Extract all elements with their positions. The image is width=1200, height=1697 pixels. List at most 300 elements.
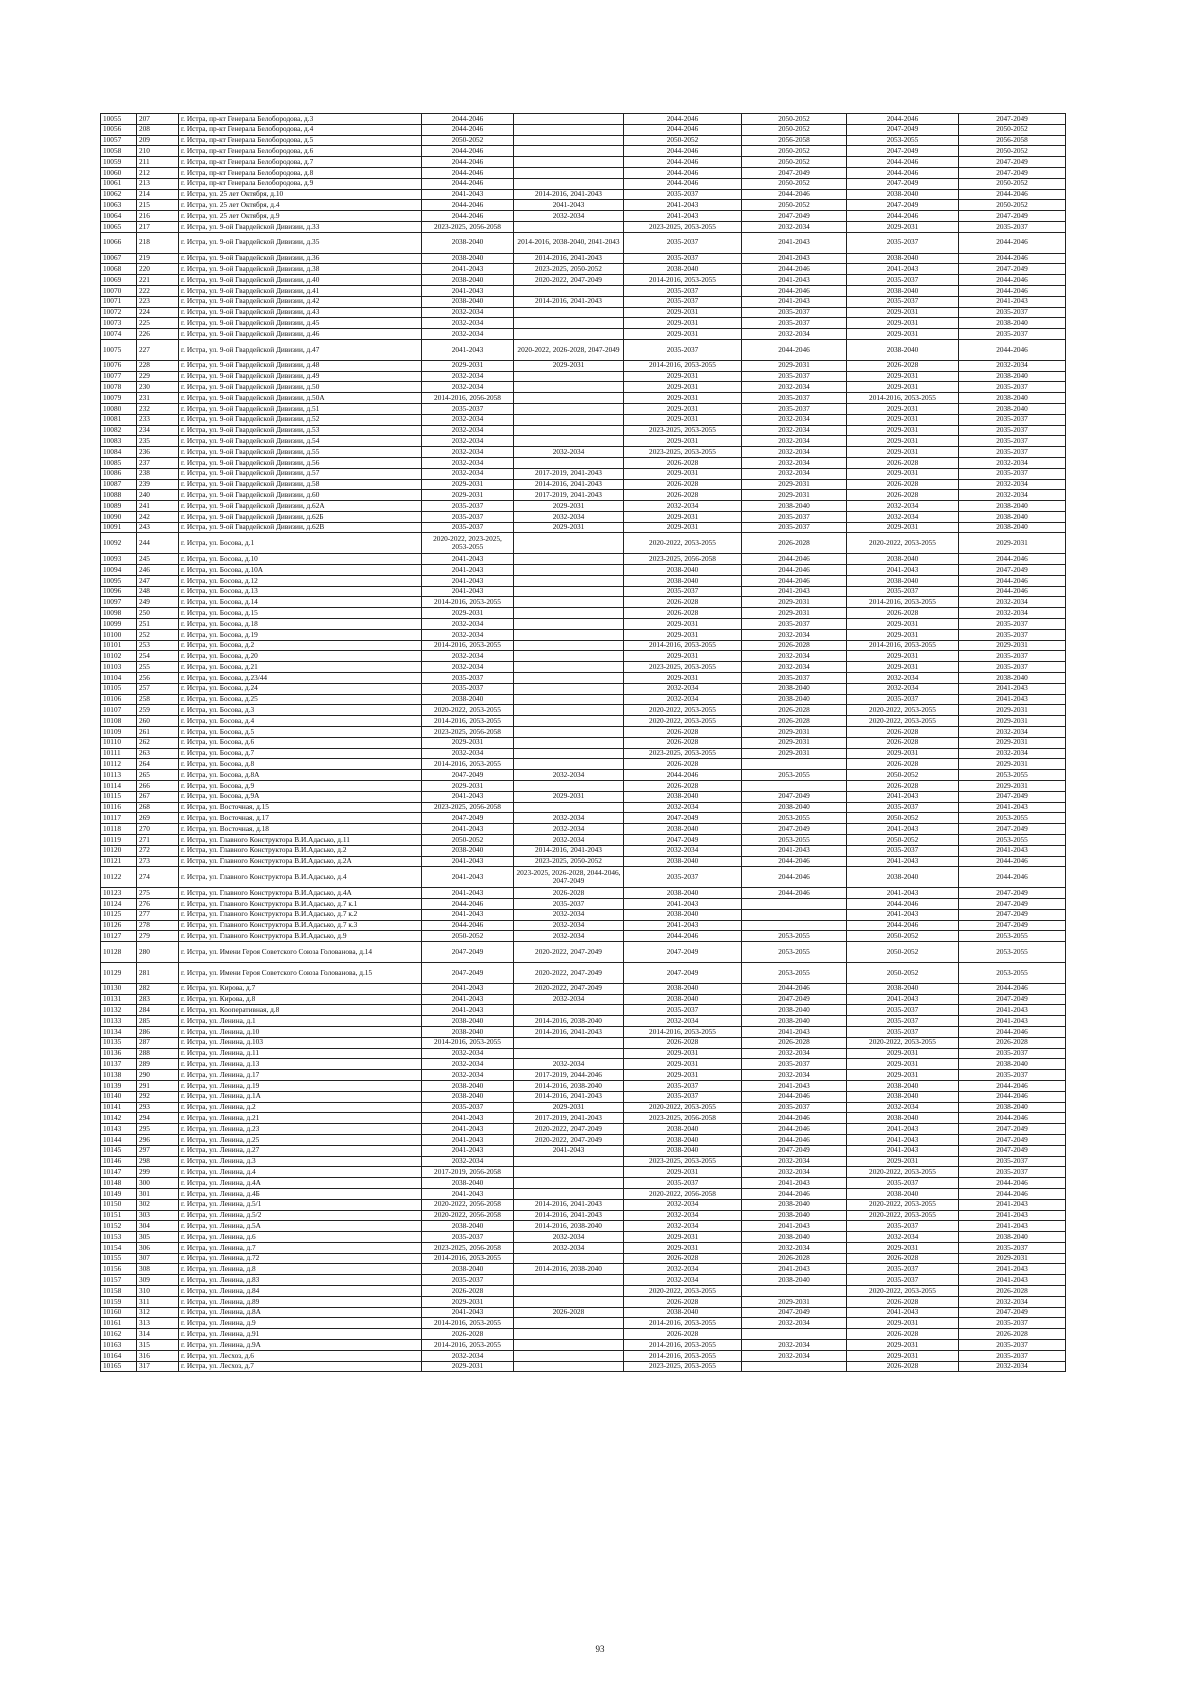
table-cell — [514, 748, 624, 759]
data-table — [100, 113, 1066, 1372]
table-cell: 2038-2040 — [847, 1113, 959, 1124]
table-cell: 2035-2037 — [959, 1318, 1066, 1329]
table-cell: 2053-2055 — [742, 835, 847, 846]
table-cell: 244 — [137, 533, 179, 554]
table-row — [101, 1156, 1066, 1167]
table-cell: 212 — [137, 167, 179, 178]
table-cell: г. Истра, ул. Босова, д.9А — [179, 791, 422, 802]
table-cell: 2029-2031 — [742, 727, 847, 738]
table-cell: 2035-2037 — [742, 673, 847, 684]
table-cell: 2038-2040 — [742, 1016, 847, 1027]
table-cell: г. Истра, ул. Ленина, д.8А — [179, 1307, 422, 1318]
table-cell: г. Истра, ул. Главного Конструктора В.И.Адасько, д.7 к.3 — [179, 920, 422, 931]
table-cell: 300 — [137, 1178, 179, 1189]
table-cell: 2044-2046 — [959, 1188, 1066, 1199]
table-cell: 10055 — [101, 114, 137, 125]
table-cell — [742, 781, 847, 792]
table-row — [101, 1221, 1066, 1232]
table-cell: 305 — [137, 1232, 179, 1243]
table-cell: г. Истра, ул. Босова, д.7 — [179, 748, 422, 759]
table-cell: г. Истра, ул. Ленина, д.1 — [179, 1016, 422, 1027]
table-cell: 2041-2043 — [422, 994, 514, 1005]
table-cell: 2029-2031 — [624, 393, 742, 404]
table-cell: 2035-2037 — [624, 1178, 742, 1189]
table-cell: 10152 — [101, 1221, 137, 1232]
table-cell: 2035-2037 — [422, 673, 514, 684]
table-cell: 10139 — [101, 1080, 137, 1091]
table-cell: г. Истра, ул. 9-ой Гвардейской Дивизии, д.62В — [179, 522, 422, 533]
table-row — [101, 694, 1066, 705]
table-row — [101, 856, 1066, 867]
table-cell: г. Истра, ул. Ленина, д.1А — [179, 1091, 422, 1102]
table-cell: 231 — [137, 393, 179, 404]
table-cell: 2014-2016, 2053-2055 — [422, 1318, 514, 1329]
table-cell: 2029-2031 — [624, 1232, 742, 1243]
table-cell: 2041-2043 — [624, 200, 742, 211]
table-cell: 2032-2034 — [422, 1048, 514, 1059]
table-cell: 2029-2031 — [422, 360, 514, 371]
table-cell: 2032-2034 — [422, 414, 514, 425]
table-cell: 2014-2016, 2038-2040 — [514, 1016, 624, 1027]
table-cell: 2038-2040 — [959, 501, 1066, 512]
table-cell: 2047-2049 — [742, 791, 847, 802]
table-cell: 10079 — [101, 393, 137, 404]
table-cell: 2038-2040 — [422, 694, 514, 705]
table-cell: 2029-2031 — [624, 414, 742, 425]
table-cell: 10149 — [101, 1188, 137, 1199]
table-cell — [514, 393, 624, 404]
table-cell — [514, 1048, 624, 1059]
table-row — [101, 414, 1066, 425]
table-cell: 2029-2031 — [847, 468, 959, 479]
table-cell: 2032-2034 — [847, 673, 959, 684]
table-cell: 2038-2040 — [847, 1188, 959, 1199]
table-cell: 315 — [137, 1340, 179, 1351]
table-cell: 10065 — [101, 221, 137, 232]
table-cell: 2038-2040 — [742, 1210, 847, 1221]
table-cell: г. Истра, ул. Имени Героя Советского Союза Голованова, д.15 — [179, 962, 422, 983]
table-cell: 242 — [137, 511, 179, 522]
table-cell: 2032-2034 — [422, 457, 514, 468]
table-cell — [514, 640, 624, 651]
table-cell: 2014-2016, 2053-2055 — [624, 640, 742, 651]
table-cell: 2029-2031 — [847, 748, 959, 759]
table-cell: 2032-2034 — [624, 501, 742, 512]
table-cell: 2041-2043 — [847, 1134, 959, 1145]
table-cell: 2032-2034 — [514, 211, 624, 222]
table-cell: 2041-2043 — [742, 1264, 847, 1275]
table-cell: 2050-2052 — [422, 835, 514, 846]
table-cell: 2035-2037 — [959, 1167, 1066, 1178]
table-cell: 2017-2019, 2056-2058 — [422, 1167, 514, 1178]
table-row — [101, 608, 1066, 619]
table-row — [101, 490, 1066, 501]
table-cell: 2026-2028 — [514, 888, 624, 899]
table-cell: 2044-2046 — [847, 920, 959, 931]
table-cell: 10090 — [101, 511, 137, 522]
table-cell — [514, 436, 624, 447]
table-cell — [514, 1005, 624, 1016]
table-cell: 2029-2031 — [959, 737, 1066, 748]
table-row — [101, 1264, 1066, 1275]
table-cell: г. Истра, ул. Босова, д.21 — [179, 662, 422, 673]
table-cell: 2044-2046 — [742, 1124, 847, 1135]
table-cell: 2044-2046 — [847, 167, 959, 178]
table-row — [101, 1124, 1066, 1135]
table-cell: 10057 — [101, 135, 137, 146]
table-cell: 2014-2016, 2038-2040, 2041-2043 — [514, 232, 624, 253]
table-cell: г. Истра, ул. Ленина, д.8 — [179, 1264, 422, 1275]
table-cell: 2026-2028 — [742, 1037, 847, 1048]
table-cell: 2041-2043 — [742, 1221, 847, 1232]
table-cell: 2032-2034 — [422, 629, 514, 640]
table-cell: 2041-2043 — [514, 200, 624, 211]
table-cell: 2044-2046 — [742, 983, 847, 994]
table-cell: 243 — [137, 522, 179, 533]
table-cell — [514, 221, 624, 232]
table-cell: 209 — [137, 135, 179, 146]
table-cell: 2020-2022, 2047-2049 — [514, 983, 624, 994]
table-cell: 2017-2019, 2044-2046 — [514, 1070, 624, 1081]
table-cell: 303 — [137, 1210, 179, 1221]
table-cell: 2035-2037 — [624, 253, 742, 264]
table-cell: 2035-2037 — [422, 1232, 514, 1243]
table-cell — [514, 414, 624, 425]
table-cell: 2041-2043 — [959, 1016, 1066, 1027]
table-row — [101, 1318, 1066, 1329]
table-cell: 2032-2034 — [514, 994, 624, 1005]
table-cell: г. Истра, ул. Ленина, д.25 — [179, 1134, 422, 1145]
table-cell: 233 — [137, 414, 179, 425]
table-cell: 2050-2052 — [742, 124, 847, 135]
table-cell: 252 — [137, 629, 179, 640]
table-cell: 2044-2046 — [624, 146, 742, 157]
table-cell: г. Истра, ул. Ленина, д.2 — [179, 1102, 422, 1113]
table-cell: 2041-2043 — [959, 1221, 1066, 1232]
table-cell: 2050-2052 — [847, 962, 959, 983]
table-cell: 2032-2034 — [742, 629, 847, 640]
table-cell: 10105 — [101, 683, 137, 694]
table-cell: 223 — [137, 296, 179, 307]
table-cell: 2041-2043 — [422, 264, 514, 275]
table-cell: 2044-2046 — [742, 554, 847, 565]
table-cell: 2047-2049 — [624, 942, 742, 963]
table-cell: г. Истра, ул. 9-ой Гвардейской Дивизии, д.46 — [179, 329, 422, 340]
table-cell: 2029-2031 — [847, 1350, 959, 1361]
table-cell: 2026-2028 — [742, 640, 847, 651]
table-cell: 2032-2034 — [959, 727, 1066, 738]
table-cell: 2035-2037 — [624, 285, 742, 296]
table-cell: 2047-2049 — [422, 942, 514, 963]
table-cell: 289 — [137, 1059, 179, 1070]
table-cell: 291 — [137, 1080, 179, 1091]
table-cell: 10106 — [101, 694, 137, 705]
table-cell: 2044-2046 — [959, 1080, 1066, 1091]
table-cell: 262 — [137, 737, 179, 748]
table-cell: 2029-2031 — [847, 619, 959, 630]
table-cell: 2032-2034 — [959, 1361, 1066, 1372]
table-cell: 2041-2043 — [742, 1080, 847, 1091]
table-cell — [514, 285, 624, 296]
table-cell: 2035-2037 — [847, 296, 959, 307]
table-cell: 2023-2025, 2053-2055 — [624, 1156, 742, 1167]
table-cell: г. Истра, пр-кт Генерала Белобородова, д.9 — [179, 178, 422, 189]
table-cell — [514, 586, 624, 597]
table-row — [101, 371, 1066, 382]
table-cell: 2038-2040 — [422, 1178, 514, 1189]
table-cell: 10104 — [101, 673, 137, 684]
table-cell: 2041-2043 — [742, 1178, 847, 1189]
table-cell: 2029-2031 — [959, 705, 1066, 716]
table-cell: 2038-2040 — [959, 1102, 1066, 1113]
table-cell: 238 — [137, 468, 179, 479]
table-cell: г. Истра, ул. Босова, д.8 — [179, 759, 422, 770]
table-cell — [514, 425, 624, 436]
table-cell: 2023-2025, 2056-2058 — [422, 221, 514, 232]
table-cell: 10150 — [101, 1199, 137, 1210]
table-cell — [514, 371, 624, 382]
table-cell: 10161 — [101, 1318, 137, 1329]
table-cell: 236 — [137, 447, 179, 458]
table-cell: 2020-2022, 2053-2055 — [624, 1102, 742, 1113]
table-cell: 2029-2031 — [624, 329, 742, 340]
table-cell: 2029-2031 — [624, 1242, 742, 1253]
table-cell — [514, 114, 624, 125]
table-cell: 2047-2049 — [624, 835, 742, 846]
table-row — [101, 962, 1066, 983]
table-cell: 2014-2016, 2041-2043 — [514, 845, 624, 856]
table-cell: 2038-2040 — [624, 888, 742, 899]
table-cell: 2026-2028 — [959, 1329, 1066, 1340]
table-cell: 2026-2028 — [624, 608, 742, 619]
table-cell — [514, 1329, 624, 1340]
table-cell: 10112 — [101, 759, 137, 770]
table-cell: 10123 — [101, 888, 137, 899]
table-cell: 216 — [137, 211, 179, 222]
table-cell: 2032-2034 — [742, 447, 847, 458]
table-row — [101, 522, 1066, 533]
table-row — [101, 1199, 1066, 1210]
table-cell: 2029-2031 — [847, 1156, 959, 1167]
table-cell: г. Истра, ул. Босова, д.10А — [179, 565, 422, 576]
table-cell: г. Истра, ул. Ленина, д.7 — [179, 1242, 422, 1253]
table-cell: 2038-2040 — [959, 403, 1066, 414]
table-cell: 2047-2049 — [847, 146, 959, 157]
table-row — [101, 554, 1066, 565]
table-cell: 2029-2031 — [624, 307, 742, 318]
table-cell: 2014-2016, 2041-2043 — [514, 253, 624, 264]
table-cell — [514, 737, 624, 748]
table-cell: 2041-2043 — [742, 296, 847, 307]
table-cell: 2047-2049 — [847, 200, 959, 211]
table-cell: г. Истра, ул. Босова, д.1 — [179, 533, 422, 554]
table-cell: 2032-2034 — [422, 382, 514, 393]
table-cell: 2041-2043 — [847, 565, 959, 576]
table-cell: 2056-2058 — [742, 135, 847, 146]
table-cell: 10098 — [101, 608, 137, 619]
table-cell: 2044-2046 — [742, 264, 847, 275]
table-row — [101, 586, 1066, 597]
table-cell: 10093 — [101, 554, 137, 565]
table-cell: 2041-2043 — [847, 824, 959, 835]
table-row — [101, 360, 1066, 371]
table-cell: г. Истра, ул. Ленина, д.10 — [179, 1026, 422, 1037]
table-cell: 10085 — [101, 457, 137, 468]
table-cell: 10088 — [101, 490, 137, 501]
table-cell: 2032-2034 — [624, 1016, 742, 1027]
table-cell: 2017-2019, 2041-2043 — [514, 490, 624, 501]
table-cell: 2032-2034 — [514, 1242, 624, 1253]
table-cell: 2035-2037 — [959, 1156, 1066, 1167]
table-cell: 2026-2028 — [959, 1037, 1066, 1048]
table-cell: 2038-2040 — [847, 189, 959, 200]
table-row — [101, 1037, 1066, 1048]
table-cell: 2023-2025, 2053-2055 — [624, 662, 742, 673]
table-cell: 2014-2016, 2041-2043 — [514, 1210, 624, 1221]
table-cell: 2038-2040 — [624, 994, 742, 1005]
table-cell: 10142 — [101, 1113, 137, 1124]
table-cell: 2029-2031 — [624, 651, 742, 662]
table-cell: 2020-2022, 2053-2055 — [624, 533, 742, 554]
table-cell: г. Истра, ул. Ленина, д.23 — [179, 1124, 422, 1135]
table-cell: 10158 — [101, 1286, 137, 1297]
table-cell: 2032-2034 — [847, 1102, 959, 1113]
table-cell: 207 — [137, 114, 179, 125]
table-cell: 2050-2052 — [847, 770, 959, 781]
table-cell: 2047-2049 — [847, 124, 959, 135]
table-cell: 310 — [137, 1286, 179, 1297]
table-row — [101, 1005, 1066, 1016]
table-row — [101, 1188, 1066, 1199]
table-cell: 2041-2043 — [624, 898, 742, 909]
table-cell: 267 — [137, 791, 179, 802]
table-cell: г. Истра, ул. 9-ой Гвардейской Дивизии, д.52 — [179, 414, 422, 425]
table-cell: 2032-2034 — [624, 1221, 742, 1232]
table-cell: 10089 — [101, 501, 137, 512]
table-cell: 2032-2034 — [742, 1156, 847, 1167]
table-cell: 2035-2037 — [847, 1275, 959, 1286]
table-cell: 2014-2016, 2053-2055 — [624, 1026, 742, 1037]
table-cell: 10060 — [101, 167, 137, 178]
table-cell: г. Истра, ул. Ленина, д.103 — [179, 1037, 422, 1048]
table-cell: 2035-2037 — [624, 1091, 742, 1102]
table-cell: 308 — [137, 1264, 179, 1275]
table-cell: 2023-2025, 2050-2052 — [514, 264, 624, 275]
table-cell — [514, 457, 624, 468]
table-cell: г. Истра, ул. 9-ой Гвардейской Дивизии, д.55 — [179, 447, 422, 458]
table-row — [101, 931, 1066, 942]
table-cell: 2041-2043 — [422, 888, 514, 899]
table-cell: 2020-2022, 2023-2025, 2053-2055 — [422, 533, 514, 554]
table-cell: 2038-2040 — [624, 983, 742, 994]
table-cell: 2047-2049 — [959, 824, 1066, 835]
table-cell: 10116 — [101, 802, 137, 813]
table-cell: 2044-2046 — [624, 178, 742, 189]
table-cell: 2038-2040 — [422, 1221, 514, 1232]
table-cell: 10059 — [101, 157, 137, 168]
table-cell: 2044-2046 — [959, 983, 1066, 994]
table-cell: г. Истра, ул. Босова, д.13 — [179, 586, 422, 597]
table-cell: 10084 — [101, 447, 137, 458]
table-cell: 2029-2031 — [624, 629, 742, 640]
table-cell: 10164 — [101, 1350, 137, 1361]
table-cell: г. Истра, ул. Босова, д.15 — [179, 608, 422, 619]
table-cell: 211 — [137, 157, 179, 168]
table-cell: 2029-2031 — [422, 1361, 514, 1372]
document-sheet — [100, 113, 1065, 1372]
table-cell: 2044-2046 — [847, 157, 959, 168]
table-row — [101, 211, 1066, 222]
table-cell: 2026-2028 — [624, 597, 742, 608]
table-cell: 2020-2022, 2053-2055 — [847, 716, 959, 727]
table-cell: 213 — [137, 178, 179, 189]
table-cell: 2044-2046 — [959, 1091, 1066, 1102]
table-row — [101, 1091, 1066, 1102]
table-cell: 2032-2034 — [422, 619, 514, 630]
table-cell: 2032-2034 — [959, 1296, 1066, 1307]
table-cell: 227 — [137, 339, 179, 360]
table-cell: 2038-2040 — [624, 909, 742, 920]
table-cell: 2038-2040 — [624, 1145, 742, 1156]
table-cell: 2038-2040 — [624, 856, 742, 867]
table-cell: 2050-2052 — [959, 124, 1066, 135]
table-cell: 2026-2028 — [422, 1286, 514, 1297]
table-cell: 2056-2058 — [959, 135, 1066, 146]
table-cell: 2026-2028 — [624, 1296, 742, 1307]
table-cell: 10137 — [101, 1059, 137, 1070]
table-row — [101, 501, 1066, 512]
table-cell: 2032-2034 — [624, 802, 742, 813]
table-cell: г. Истра, ул. 25 лет Октября, д.4 — [179, 200, 422, 211]
table-cell: 297 — [137, 1145, 179, 1156]
table-row — [101, 1286, 1066, 1297]
table-cell: г. Истра, ул. Ленина, д.17 — [179, 1070, 422, 1081]
table-cell: 2029-2031 — [742, 597, 847, 608]
table-cell: 2032-2034 — [422, 1059, 514, 1070]
table-row — [101, 124, 1066, 135]
table-cell: 2038-2040 — [847, 554, 959, 565]
table-cell: г. Истра, ул. Ленина, д.9 — [179, 1318, 422, 1329]
table-cell: 10144 — [101, 1134, 137, 1145]
table-cell: 292 — [137, 1091, 179, 1102]
table-cell: 2032-2034 — [422, 425, 514, 436]
table-cell: г. Истра, пр-кт Генерала Белобородова, д.3 — [179, 114, 422, 125]
table-cell: 2029-2031 — [847, 221, 959, 232]
table-cell: 2026-2028 — [847, 759, 959, 770]
table-cell: 2041-2043 — [847, 1307, 959, 1318]
table-cell: 2041-2043 — [422, 1134, 514, 1145]
table-cell: 2053-2055 — [959, 835, 1066, 846]
table-cell: 2029-2031 — [847, 522, 959, 533]
table-cell: 220 — [137, 264, 179, 275]
table-cell: 2032-2034 — [422, 307, 514, 318]
table-cell: 2014-2016, 2041-2043 — [514, 189, 624, 200]
table-cell: 2029-2031 — [514, 522, 624, 533]
table-cell: 2032-2034 — [422, 748, 514, 759]
table-cell: 2026-2028 — [514, 1307, 624, 1318]
table-cell: 2032-2034 — [624, 1199, 742, 1210]
table-row — [101, 296, 1066, 307]
table-cell: 2047-2049 — [959, 157, 1066, 168]
table-cell: 2029-2031 — [422, 781, 514, 792]
table-row — [101, 479, 1066, 490]
table-cell: 2050-2052 — [847, 942, 959, 963]
table-cell: 306 — [137, 1242, 179, 1253]
table-cell: 2041-2043 — [422, 565, 514, 576]
table-cell: 2032-2034 — [742, 382, 847, 393]
table-cell: 2029-2031 — [624, 511, 742, 522]
table-cell — [514, 1167, 624, 1178]
